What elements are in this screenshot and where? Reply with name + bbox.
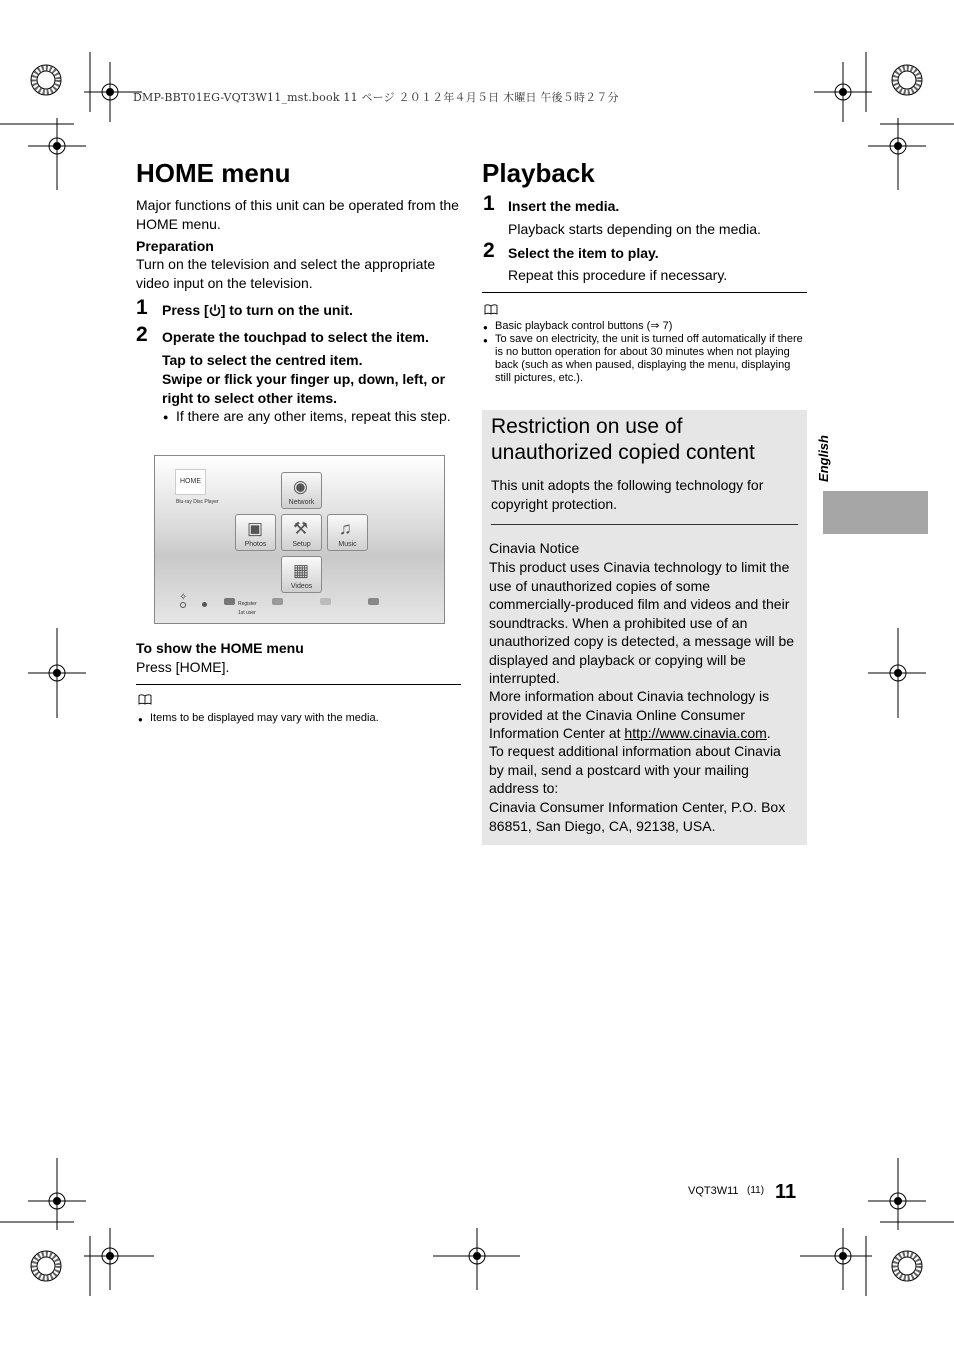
home-step2-number: 2 (136, 323, 148, 346)
book-note-icon (138, 694, 152, 705)
power-icon (209, 303, 221, 322)
show-home-text: Press [HOME]. (136, 659, 230, 675)
swipe-instruction: Swipe or flick your finger up, down, left, or right to select other items. (162, 371, 446, 406)
playback-step2-number: 2 (483, 239, 495, 262)
cinavia-paragraph-2-end: . (766, 725, 771, 741)
tile-music[interactable] (327, 514, 368, 551)
cinavia-paragraph-3: To request additional information about Cinavia by mail, send a postcard with your mailing address to: (489, 743, 781, 796)
dot-left-icon (180, 602, 186, 608)
player-label: Blu-ray Disc Player (176, 499, 219, 505)
tile-network-label: Network (288, 499, 315, 506)
home-step1-part-a: Press [ (162, 302, 209, 318)
cinavia-paragraph-2-text: More information about Cinavia technology is provided at the Cinavia Online Consumer Information Center at (489, 688, 770, 741)
playback-title: Playback (482, 158, 595, 188)
cinavia-paragraph-2 (489, 687, 799, 743)
tile-setup-label: Setup (292, 541, 311, 548)
tile-photos[interactable] (235, 514, 276, 551)
globe-icon: ◉ (293, 477, 308, 496)
playback-note-2: ● To save on electricity, the unit is turned off automatically if there is no button operation for about 30 minutes when not playing back (such as when paused, displaying the menu, displaying still pictures, etc.). (495, 333, 807, 385)
dpad-icon: ✧ (179, 592, 188, 603)
playback-step1-desc: Playback starts depending on the media. (508, 221, 761, 237)
home-note: ● Items to be displayed may vary with the media. (150, 712, 379, 725)
repeat-bullet: ● If there are any other items, repeat this step. (176, 407, 456, 426)
home-label: HOME (180, 478, 201, 485)
yellow-button[interactable] (320, 598, 331, 605)
tile-videos-label: Videos (290, 583, 313, 590)
print-header: DMP-BBT01EG-VQT3W11_mst.book 11 ページ ２０１２年４月５日 木曜日 午後５時２７分 (133, 91, 619, 104)
language-side-label (815, 433, 836, 485)
home-intro: Major functions of this unit can be operated from the HOME menu. (136, 197, 459, 232)
green-button[interactable] (272, 598, 283, 605)
show-home-heading: To show the HOME menu (136, 640, 304, 656)
footer-code: VQT3W11 (688, 1185, 739, 1197)
cinavia-paragraph-1: This product uses Cinavia technology to limit the use of unauthorized copies of some commercially-produced film and videos and their soundtracks. When a prohibited use of an unauthorized copy is detected, a message will be displayed and playback or copying will be interrupted. (489, 559, 795, 686)
playback-step2-text: Select the item to play. (508, 245, 659, 261)
home-step2-text: Operate the touchpad to select the item. (162, 329, 429, 345)
playback-step1-number: 1 (483, 192, 495, 215)
preparation-text: Turn on the television and select the appropriate video input on the television. (136, 256, 436, 291)
setup-icon: ⚒ (293, 519, 309, 538)
tile-photos-label: Photos (244, 541, 267, 548)
home-step1-number: 1 (136, 296, 148, 319)
tap-instruction: Tap to select the centred item. (162, 352, 363, 368)
music-note-icon: ♫ (339, 519, 352, 538)
user-label: 1st user (238, 610, 256, 616)
home-step1-part-b: ] to turn on the unit. (220, 302, 353, 318)
photos-icon: ▣ (247, 519, 264, 538)
film-icon: ▦ (293, 561, 310, 580)
book-note-icon (484, 304, 498, 315)
playback-note-1: ● Basic playback control buttons (⇒ 7) (495, 320, 807, 333)
playback-step1-text: Insert the media. (508, 198, 620, 214)
tile-setup[interactable] (281, 514, 322, 551)
divider (136, 684, 461, 685)
playback-step2-desc: Repeat this procedure if necessary. (508, 267, 728, 283)
blue-button[interactable] (368, 598, 379, 605)
footer-page-small: (11) (747, 1185, 765, 1196)
cinavia-paragraph-4: Cinavia Consumer Information Center, P.O. Box 86851, San Diego, CA, 92138, USA. (489, 799, 786, 834)
restriction-intro: This unit adopts the following technology for copyright protection. (491, 477, 764, 512)
page-number: 11 (775, 1181, 797, 1203)
preparation-heading: Preparation (136, 238, 214, 254)
tile-music-label: Music (338, 541, 357, 548)
home-step1-text (162, 301, 353, 322)
home-menu-title: HOME menu (136, 158, 291, 188)
tile-network[interactable] (281, 472, 322, 509)
dot-right-icon (202, 602, 207, 607)
cinavia-link[interactable]: http://www.cinavia.com (624, 725, 767, 741)
red-button[interactable] (224, 598, 235, 605)
restriction-title: Restriction on use of unauthorized copied content (491, 415, 755, 464)
divider (491, 524, 798, 525)
home-label-box (175, 469, 206, 495)
register-label: Register (238, 601, 257, 607)
language-label: English (815, 435, 831, 482)
language-tab (823, 491, 928, 534)
divider (482, 292, 807, 293)
cinavia-notice-heading: Cinavia Notice (489, 540, 580, 556)
tile-videos[interactable] (281, 556, 322, 593)
home-menu-screenshot (154, 455, 445, 624)
